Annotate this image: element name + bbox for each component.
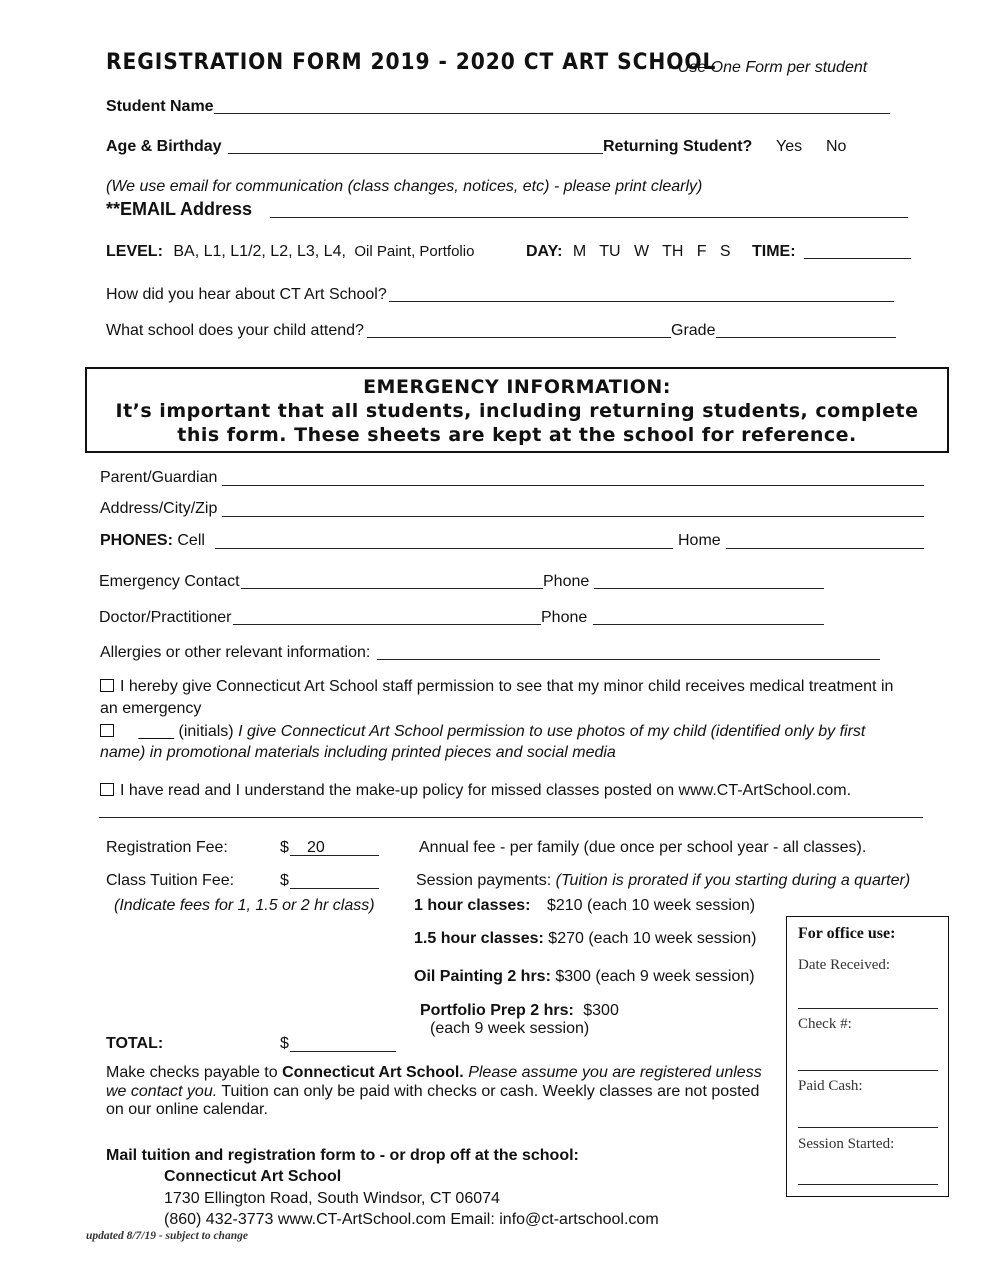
school-field[interactable] xyxy=(367,337,671,338)
cell-phone-field[interactable] xyxy=(215,548,673,549)
emergency-info-box xyxy=(85,367,949,453)
session-started-label: Session Started: xyxy=(798,1136,895,1152)
home-phone-field[interactable] xyxy=(726,548,924,549)
doctor-phone-field[interactable] xyxy=(593,624,824,625)
checks-payable-text xyxy=(106,1064,766,1120)
level-label: LEVEL: xyxy=(106,243,163,260)
tuition-fee-dollar: $ xyxy=(280,872,289,889)
doctor-phone-label: Phone xyxy=(541,609,588,626)
grade-field[interactable] xyxy=(716,337,896,338)
registration-fee-dollar: $ xyxy=(280,839,289,856)
session-started-field[interactable] xyxy=(798,1184,938,1185)
returning-student-label: Returning Student? xyxy=(603,138,753,155)
indicate-fees-note: (Indicate fees for 1, 1.5 or 2 hr class) xyxy=(114,897,375,914)
hear-about-field[interactable] xyxy=(389,301,894,302)
one-half-hour-price: $270 (each 10 week session) xyxy=(548,930,757,947)
level-options[interactable]: BA, L1, L1/2, L2, L3, L4, xyxy=(173,243,346,260)
tuition-fee-label: Class Tuition Fee: xyxy=(106,872,235,889)
office-use-heading: For office use: xyxy=(798,925,896,942)
section-divider xyxy=(99,817,923,818)
portfolio-note: (each 9 week session) xyxy=(430,1020,590,1037)
form-title: REGISTRATION FORM 2019 - 2020 CT ART SCHOOL xyxy=(106,50,717,75)
doctor-label: Doctor/Practitioner xyxy=(99,609,232,626)
emergency-line-1: It’s important that all students, including returning students, complete xyxy=(115,400,919,422)
checks-italic-note: Please assume you are registered unless we contact you. xyxy=(106,1064,762,1100)
date-received-label: Date Received: xyxy=(798,957,891,973)
parent-guardian-label: Parent/Guardian xyxy=(100,469,218,486)
photo-initials-label: (initials) xyxy=(178,723,234,740)
mail-heading: Mail tuition and registration form to - or drop off at the school: xyxy=(106,1147,579,1164)
makeup-policy xyxy=(100,782,851,800)
one-hour-price: $210 (each 10 week session) xyxy=(546,897,756,914)
check-number-label: Check #: xyxy=(798,1016,852,1032)
date-received-field[interactable] xyxy=(798,1008,938,1009)
age-birthday-label: Age & Birthday xyxy=(106,138,222,155)
emergency-phone-label: Phone xyxy=(543,573,590,590)
time-field[interactable] xyxy=(804,258,911,259)
photo-permission-checkbox[interactable] xyxy=(100,724,114,737)
form-subtitle: - Use One Form per student xyxy=(668,59,868,76)
one-hour-label: 1 hour classes: xyxy=(414,897,531,914)
total-dollar: $ xyxy=(280,1035,289,1052)
total-field[interactable] xyxy=(290,1051,396,1052)
oil-painting-label: Oil Painting 2 hrs: xyxy=(414,968,551,985)
phones-label: PHONES: xyxy=(100,532,173,549)
age-birthday-field[interactable] xyxy=(228,153,603,154)
school-label: What school does your child attend? xyxy=(106,322,364,339)
time-label: TIME: xyxy=(752,243,796,260)
checks-payee: Connecticut Art School. xyxy=(282,1064,464,1081)
checks-rest: Tuition can only be paid with checks or cash. Weekly classes are not posted on our online calendar. xyxy=(106,1082,760,1118)
grade-label: Grade xyxy=(671,322,716,339)
doctor-field[interactable] xyxy=(233,624,541,625)
day-options[interactable]: M TU W TH F S xyxy=(572,243,731,260)
office-use-box xyxy=(786,916,949,1197)
medical-permission-checkbox[interactable] xyxy=(100,679,114,692)
cell-label: Cell xyxy=(177,532,205,549)
emergency-line-2: this form. These sheets are kept at the school for reference. xyxy=(177,424,857,446)
level-options-extra[interactable]: Oil Paint, Portfolio xyxy=(354,243,475,260)
address-label: Address/City/Zip xyxy=(100,500,218,517)
check-number-field[interactable] xyxy=(798,1070,938,1071)
level-row xyxy=(106,243,474,261)
medical-permission xyxy=(100,678,893,696)
updated-note: updated 8/7/19 - subject to change xyxy=(86,1230,248,1242)
photo-permission xyxy=(100,723,865,741)
checks-prefix: Make checks payable to xyxy=(106,1064,278,1081)
registration-fee-desc: Annual fee - per family (due once per school year - all classes). xyxy=(419,839,867,856)
returning-no-option[interactable]: No xyxy=(826,138,847,155)
makeup-policy-checkbox[interactable] xyxy=(100,783,114,796)
email-field[interactable] xyxy=(270,217,908,218)
school-name: Connecticut Art School xyxy=(164,1168,342,1185)
hear-about-label: How did you hear about CT Art School? xyxy=(106,286,387,303)
student-name-label: Student Name xyxy=(106,98,214,115)
oil-painting-price: $300 (each 9 week session) xyxy=(555,968,755,985)
day-row xyxy=(526,243,731,261)
day-label: DAY: xyxy=(526,243,563,260)
paid-cash-field[interactable] xyxy=(798,1127,938,1128)
home-label: Home xyxy=(678,532,721,549)
allergies-field[interactable] xyxy=(377,659,880,660)
oil-painting-row xyxy=(414,968,755,986)
email-note: (We use email for communication (class changes, notices, etc) - please print clearly) xyxy=(106,178,703,195)
school-address: 1730 Ellington Road, South Windsor, CT 06074 xyxy=(164,1190,500,1207)
email-label: **EMAIL Address xyxy=(106,199,253,219)
registration-fee-label: Registration Fee: xyxy=(106,839,228,856)
phones-row xyxy=(100,532,205,550)
school-contact: (860) 432-3773 www.CT-ArtSchool.com Email: info@ct-artschool.com xyxy=(164,1211,659,1228)
makeup-policy-text: I have read and I understand the make-up policy for missed classes posted on www.CT-ArtSchool.com. xyxy=(120,782,852,799)
medical-permission-text-1: I hereby give Connecticut Art School staff permission to see that my minor child receives medical treatment in xyxy=(120,678,894,695)
address-field[interactable] xyxy=(222,516,924,517)
one-hour-row xyxy=(414,897,755,915)
one-half-hour-row xyxy=(414,930,756,948)
emergency-phone-field[interactable] xyxy=(594,588,824,589)
emergency-contact-label: Emergency Contact xyxy=(99,573,240,590)
portfolio-row xyxy=(420,1002,619,1020)
parent-guardian-field[interactable] xyxy=(222,485,924,486)
student-name-field[interactable] xyxy=(214,113,890,114)
tuition-fee-field[interactable] xyxy=(290,888,379,889)
photo-permission-text-1: I give Connecticut Art School permission to use photos of my child (identified only by first xyxy=(238,723,866,740)
portfolio-price: $300 xyxy=(583,1002,619,1019)
one-half-hour-label: 1.5 hour classes: xyxy=(414,930,544,947)
session-payments-note: (Tuition is prorated if you starting during a quarter) xyxy=(555,872,911,889)
total-label: TOTAL: xyxy=(106,1035,164,1052)
photo-permission-text-2: name) in promotional materials including printed pieces and social media xyxy=(100,744,616,761)
photo-initials-blank[interactable]: ____ xyxy=(138,723,175,740)
allergies-label: Allergies or other relevant information: xyxy=(100,644,371,661)
emergency-heading: EMERGENCY INFORMATION: xyxy=(363,376,671,398)
session-payments xyxy=(416,872,910,890)
returning-yes-option[interactable]: Yes xyxy=(776,138,803,155)
paid-cash-label: Paid Cash: xyxy=(798,1078,863,1094)
session-payments-label: Session payments: xyxy=(416,872,552,889)
registration-fee-field[interactable] xyxy=(290,855,379,856)
emergency-contact-field[interactable] xyxy=(241,588,543,589)
portfolio-label: Portfolio Prep 2 hrs: xyxy=(420,1002,574,1019)
registration-fee-amount: 20 xyxy=(307,839,325,856)
medical-permission-text-2: an emergency xyxy=(100,700,202,717)
